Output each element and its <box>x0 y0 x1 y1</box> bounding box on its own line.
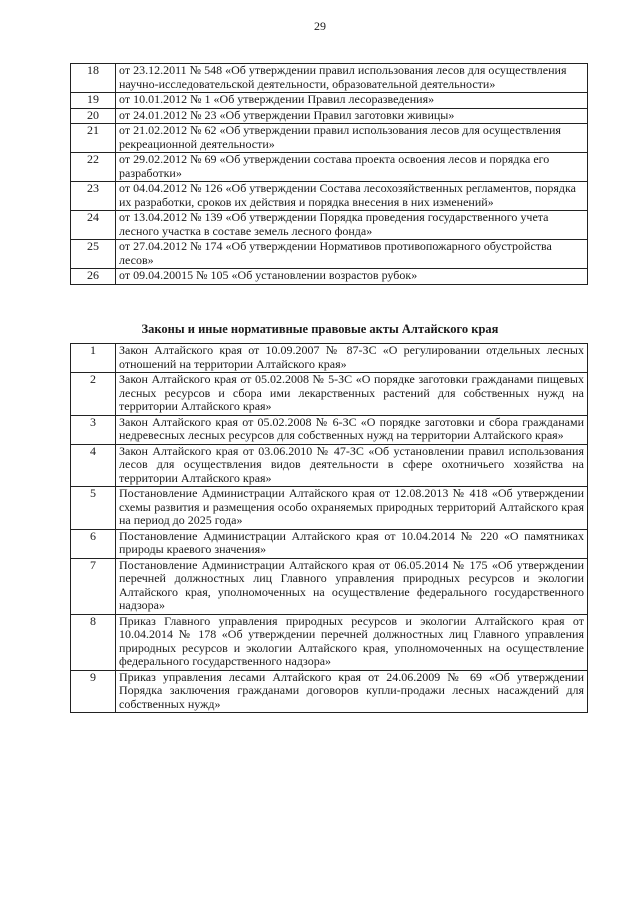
table-row <box>71 444 588 487</box>
row-number: 18 <box>71 64 116 93</box>
act-description: от 23.12.2011 № 548 «Об утверждении правил использования лесов для осуществления научно-исследовательской деятельности, образовательной деятельности» <box>116 64 588 93</box>
section-heading: Законы и иные нормативные правовые акты Алтайского края <box>141 322 499 336</box>
table-row <box>71 153 588 182</box>
row-number: 7 <box>71 558 116 614</box>
row-number: 2 <box>71 373 116 416</box>
row-number: 22 <box>71 153 116 182</box>
row-number: 6 <box>71 529 116 558</box>
table-row <box>71 614 588 670</box>
act-description: Закон Алтайского края от 05.02.2008 № 5-ЗС «О порядке заготовки гражданами пищевых лесных ресурсов и сбора ими лекарственных растений для собственных нужд на территории Алтайского края» <box>116 373 588 416</box>
row-number: 24 <box>71 211 116 240</box>
act-description: от 27.04.2012 № 174 «Об утверждении Нормативов противопожарного обустройства лесов» <box>116 240 588 269</box>
row-number: 25 <box>71 240 116 269</box>
row-number: 1 <box>71 344 116 373</box>
act-description: от 24.01.2012 № 23 «Об утверждении Правил заготовки живицы» <box>116 108 588 124</box>
table-row <box>71 487 588 530</box>
row-number: 3 <box>71 415 116 444</box>
federal-acts-table <box>70 63 588 285</box>
page-number: 29 <box>314 19 326 33</box>
row-number: 5 <box>71 487 116 530</box>
act-description: от 10.01.2012 № 1 «Об утверждении Правил лесоразведения» <box>116 93 588 109</box>
table-row <box>71 240 588 269</box>
act-description: от 04.04.2012 № 126 «Об утверждении Состава лесохозяйственных регламентов, порядка их разработки, сроков их действия и порядка внесения в них изменений» <box>116 182 588 211</box>
act-description: Закон Алтайского края от 10.09.2007 № 87-ЗС «О регулировании отдельных лесных отношений на территории Алтайского края» <box>116 344 588 373</box>
act-description: Постановление Администрации Алтайского края от 10.04.2014 № 220 «О памятниках природы краевого значения» <box>116 529 588 558</box>
table-row <box>71 415 588 444</box>
act-description: от 13.04.2012 № 139 «Об утверждении Порядка проведения государственного учета лесного участка в составе земель лесного фонда» <box>116 211 588 240</box>
row-number: 21 <box>71 124 116 153</box>
act-description: Приказ управления лесами Алтайского края от 24.06.2009 № 69 «Об утверждении Порядка заключения гражданами договоров купли-продажи лесных насаждений для собственных нужд» <box>116 670 588 713</box>
row-number: 26 <box>71 269 116 285</box>
table-row <box>71 211 588 240</box>
table-row <box>71 670 588 713</box>
row-number: 20 <box>71 108 116 124</box>
act-description: Постановление Администрации Алтайского края от 06.05.2014 № 175 «Об утверждении перечней должностных лиц Главного управления природных ресурсов и экологии Алтайского края, уполномоченных на осуществление федерального государственного надзора» <box>116 558 588 614</box>
table-row <box>71 344 588 373</box>
row-number: 4 <box>71 444 116 487</box>
row-number: 23 <box>71 182 116 211</box>
table-row <box>71 373 588 416</box>
act-description: Закон Алтайского края от 05.02.2008 № 6-ЗС «О порядке заготовки и сбора гражданами недревесных лесных ресурсов для собственных нужд на территории Алтайского края» <box>116 415 588 444</box>
row-number: 8 <box>71 614 116 670</box>
row-number: 9 <box>71 670 116 713</box>
act-description: Закон Алтайского края от 03.06.2010 № 47-ЗС «Об установлении правил использования лесов для осуществления видов деятельности в сфере охотничьего хозяйства на территории Алтайского края» <box>116 444 588 487</box>
act-description: Постановление Администрации Алтайского края от 12.08.2013 № 418 «Об утверждении схемы развития и размещения особо охраняемых природных территорий Алтайского края на период до 2025 года» <box>116 487 588 530</box>
regional-acts-table <box>70 343 588 713</box>
table-row <box>71 182 588 211</box>
act-description: от 21.02.2012 № 62 «Об утверждении правил использования лесов для осуществления рекреационной деятельности» <box>116 124 588 153</box>
row-number: 19 <box>71 93 116 109</box>
table-row <box>71 124 588 153</box>
act-description: от 09.04.20015 № 105 «Об установлении возрастов рубок» <box>116 269 588 285</box>
table-row <box>71 93 588 109</box>
table-row <box>71 269 588 285</box>
act-description: Приказ Главного управления природных ресурсов и экологии Алтайского края от 10.04.2014 № 178 «Об утверждении перечней должностных лиц Главного управления природных ресурсов и экологии Алтайского края, уполномоченных на осуществление федерального государственного надзора» <box>116 614 588 670</box>
act-description: от 29.02.2012 № 69 «Об утверждении состава проекта освоения лесов и порядка его разработки» <box>116 153 588 182</box>
table-row <box>71 529 588 558</box>
table-row <box>71 108 588 124</box>
table-row <box>71 558 588 614</box>
table-row <box>71 64 588 93</box>
